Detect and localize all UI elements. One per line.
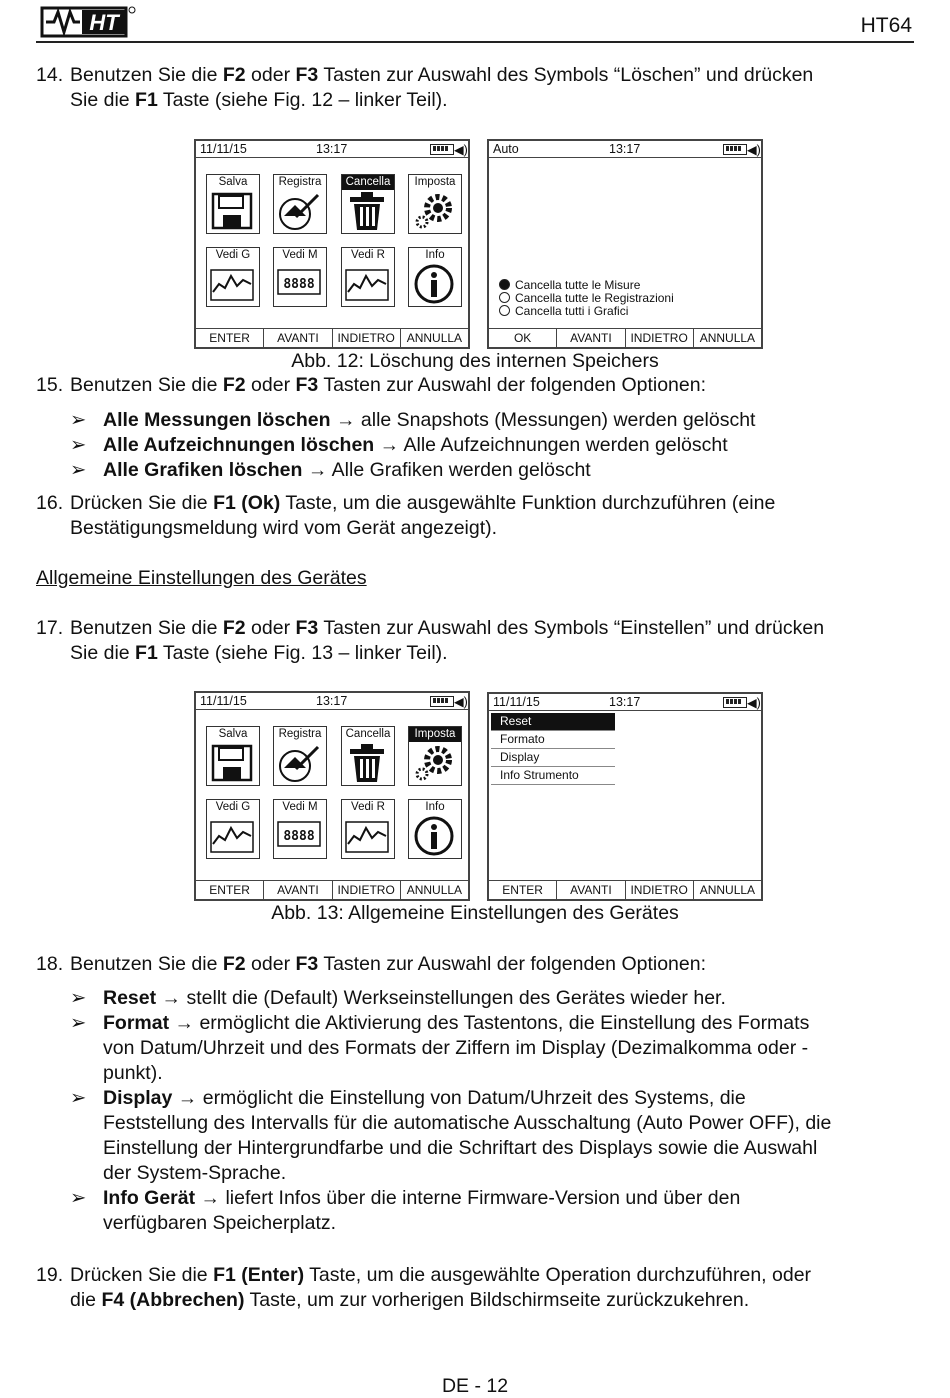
tile-label: Imposta	[409, 727, 461, 742]
tile-label: Info	[425, 801, 445, 813]
speaker-icon: ◀)	[747, 143, 761, 157]
list-item: ➢ Alle Grafiken löschen → Alle Grafiken werden gelöscht	[70, 459, 591, 481]
menu-item-reset[interactable]: Reset	[491, 713, 615, 731]
tile-label: Salva	[218, 176, 248, 188]
tile-label: Vedi M	[282, 249, 318, 261]
tile-imposta[interactable]	[408, 726, 462, 786]
svg-text:8888: 8888	[283, 829, 315, 844]
tile-salva[interactable]	[206, 174, 260, 234]
list-15	[70, 408, 916, 483]
tile-label: Imposta	[414, 176, 456, 188]
tile-cancella[interactable]	[341, 174, 395, 234]
fig12-caption: Abb. 12: Löschung des internen Speichers	[291, 350, 659, 372]
step-18: 18. Benutzen Sie die F2 oder F3 Tasten zur Auswahl der folgenden Optionen:	[36, 953, 706, 975]
tile-label: Vedi G	[215, 801, 251, 813]
list-item: ➢ Info Gerät → liefert Infos über die interne Firmware-Version und über den verfügbaren Speicherplatz.	[70, 1187, 741, 1234]
tile-label: Info	[425, 249, 445, 261]
tile-vedi-m[interactable]	[273, 799, 327, 859]
tile-label: Registra	[278, 728, 322, 740]
fig12-main-menu-screen: 11/11/15 13:17 ◀) ENTER AVANTI INDIETRO ANNULLA Salva Registra Cancella Imposta Vedi G Vedi M 8888 Vedi R Info	[194, 139, 470, 349]
bullet-arrow-icon: ➢	[70, 459, 87, 481]
bullet-arrow-icon: ➢	[70, 409, 87, 431]
brand-text: HT	[89, 10, 119, 35]
menu-item-display[interactable]: Display	[491, 749, 615, 767]
tile-info[interactable]	[408, 799, 462, 859]
step-15: 15. Benutzen Sie die F2 oder F3 Tasten zur Auswahl der folgenden Optionen:	[36, 374, 706, 396]
svg-text:8888: 8888	[283, 277, 315, 292]
fig13-main-menu-screen: 11/11/15 13:17 ◀) ENTER AVANTI INDIETRO ANNULLA Salva Registra Cancella Imposta Vedi G Vedi M 8888 Vedi R Info	[194, 691, 470, 901]
list-item: ➢ Display → ermöglicht die Einstellung von Datum/Uhrzeit des Systems, die Feststellung des Intervalls für die automatische Ausschaltung (Auto Power OFF), die Einstellung der Hintergrundfarbe und die Schriftart des Displays sowie die Auswahl der System-Sprache.	[70, 1087, 832, 1184]
fig12-delete-options-screen: Auto 13:17 ◀) Cancella tutte le Misure Cancella tutte le Registrazioni Cancella tutti i Grafici OK AVANTI INDIETRO ANNULLA	[487, 139, 763, 349]
speaker-icon: ◀)	[454, 143, 468, 157]
battery-icon	[430, 144, 454, 155]
radio-empty-icon	[499, 292, 510, 303]
bullet-arrow-icon: ➢	[70, 987, 87, 1009]
arrow-right-icon: →	[200, 1187, 221, 1209]
fig13-settings-screen: 11/11/15 13:17 ◀) Reset Formato Display Info Strumento ENTER AVANTI INDIETRO ANNULLA	[487, 692, 763, 901]
tile-label: Salva	[218, 728, 248, 740]
tile-registra[interactable]	[273, 174, 327, 234]
step-14: 14. Benutzen Sie die F2 oder F3 Tasten zur Auswahl des Symbols “Löschen” und drücken Sie die F1 Taste (siehe Fig. 12 – linker Teil).	[36, 64, 814, 111]
tile-vedi-r[interactable]	[341, 247, 395, 307]
tile-vedi-m[interactable]	[273, 247, 327, 307]
page-number: DE - 12	[441, 1375, 509, 1397]
tile-label: Vedi M	[282, 801, 318, 813]
tile-info[interactable]	[408, 247, 462, 307]
tile-label: Vedi G	[215, 249, 251, 261]
list-item: ➢ Alle Messungen löschen → alle Snapshots (Messungen) werden gelöscht	[70, 409, 756, 431]
list-18	[70, 986, 916, 1236]
tile-vedi-g[interactable]	[206, 799, 260, 859]
list-item: ➢ Reset → stellt die (Default) Werkseinstellungen des Gerätes wieder her.	[70, 987, 726, 1009]
tile-imposta[interactable]	[408, 174, 462, 234]
step-17: 17. Benutzen Sie die F2 oder F3 Tasten zur Auswahl des Symbols “Einstellen” und drücken Sie die F1 Taste (siehe Fig. 13 – linker Teil).	[36, 617, 825, 664]
menu-item-format[interactable]: Formato	[491, 731, 615, 749]
fig13-caption: Abb. 13: Allgemeine Einstellungen des Gerätes	[271, 902, 679, 924]
section-heading: Allgemeine Einstellungen des Gerätes	[36, 567, 367, 589]
arrow-right-icon: →	[379, 434, 400, 456]
tile-salva[interactable]	[206, 726, 260, 786]
tile-label: Cancella	[345, 728, 391, 740]
arrow-right-icon: →	[174, 1012, 195, 1034]
tile-label: Registra	[278, 176, 322, 188]
arrow-right-icon: →	[161, 987, 182, 1009]
arrow-right-icon: →	[335, 409, 356, 431]
arrow-right-icon: →	[307, 459, 328, 481]
step-19: 19. Drücken Sie die F1 (Enter) Taste, um die ausgewählte Operation durchzuführen, oder die F4 (Abbrechen) Taste, um zur vorherigen Bildschirmseite zurückzukehren.	[36, 1264, 812, 1311]
ht-logo	[40, 4, 138, 38]
speaker-icon: ◀)	[454, 695, 468, 709]
speaker-icon: ◀)	[747, 696, 761, 710]
radio-empty-icon	[499, 305, 510, 316]
tile-vedi-g[interactable]	[206, 247, 260, 307]
step-16: 16. Drücken Sie die F1 (Ok) Taste, um die ausgewählte Funktion durchzuführen (eine Bestätigungsmeldung wird vom Gerät angezeigt).	[36, 492, 776, 539]
arrow-right-icon: →	[177, 1087, 198, 1109]
bullet-arrow-icon: ➢	[70, 1012, 87, 1034]
list-item: ➢ Alle Aufzeichnungen löschen → Alle Aufzeichnungen werden gelöscht	[70, 434, 728, 456]
radio-selected-icon	[499, 279, 510, 290]
tile-label: Vedi R	[351, 801, 385, 813]
battery-icon	[723, 697, 747, 708]
bullet-arrow-icon: ➢	[70, 434, 87, 456]
bullet-arrow-icon: ➢	[70, 1087, 87, 1109]
bullet-arrow-icon: ➢	[70, 1187, 87, 1209]
tile-label: Vedi R	[351, 249, 385, 261]
model-name: HT64	[860, 14, 912, 37]
tile-cancella[interactable]	[341, 726, 395, 786]
tile-registra[interactable]	[273, 726, 327, 786]
header-divider	[36, 41, 914, 43]
tile-vedi-r[interactable]	[341, 799, 395, 859]
tile-label: Cancella	[342, 175, 394, 190]
option-delete-graphs[interactable]: Cancella tutti i Grafici	[499, 305, 628, 318]
option-delete-recordings[interactable]: Cancella tutte le Registrazioni	[499, 292, 674, 305]
battery-icon	[723, 144, 747, 155]
battery-icon	[430, 696, 454, 707]
list-item: ➢ Format → ermöglicht die Aktivierung des Tastentons, die Einstellung des Formats von Datum/Uhrzeit und des Formats der Ziffern im Display (Dezimalkomma oder - punkt).	[70, 1012, 810, 1084]
menu-item-info[interactable]: Info Strumento	[491, 767, 615, 785]
option-delete-measurements[interactable]: Cancella tutte le Misure	[499, 279, 640, 292]
